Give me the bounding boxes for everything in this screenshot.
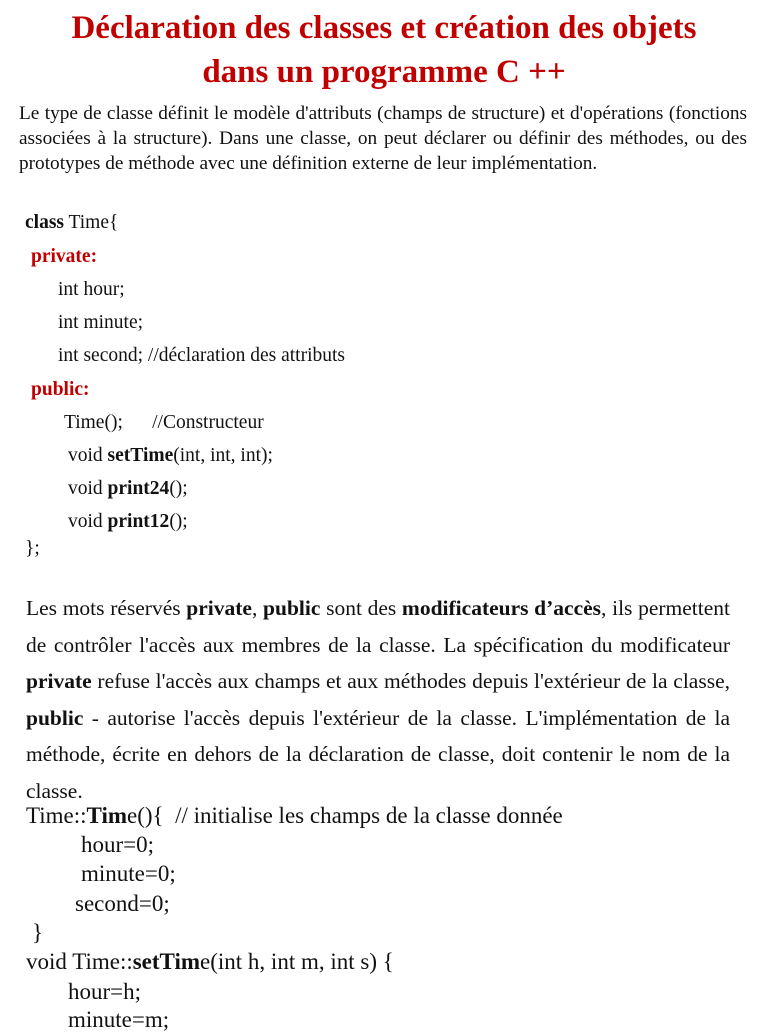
para-text: sont des	[320, 596, 402, 620]
print24-args: ();	[169, 478, 188, 499]
code-line-minute: int minute;	[58, 312, 144, 333]
code-line-close: };	[25, 538, 40, 559]
impl-line-hour-assign: hour=h;	[68, 979, 142, 1004]
class-keyword: class	[25, 212, 64, 233]
para-text: , ils permettent de contrôler l'accès aux membres de la classe. La spécification du modificateur	[26, 596, 731, 657]
para-text: refuse l'accès aux champs et aux méthodes depuis l'extérieur de la classe,	[91, 669, 730, 693]
impl-rest: e(){ // initialise les champs de la classe donnée	[127, 803, 563, 828]
impl-line-constructor	[26, 802, 563, 830]
code-line-hour: int hour;	[58, 279, 125, 300]
void-keyword: void	[68, 445, 108, 466]
para-bold-private: private	[26, 669, 92, 693]
impl-method-bold: setTim	[132, 949, 201, 974]
settime-args: (int, int, int);	[173, 445, 273, 466]
para-bold-private: private	[186, 596, 252, 620]
impl-line-settime	[26, 948, 394, 976]
para-bold-public: public	[263, 596, 321, 620]
print24-method: print24	[107, 478, 170, 499]
code-line-settime	[68, 444, 273, 468]
public-keyword: public:	[31, 379, 90, 400]
impl-line-minute: minute=0;	[81, 861, 176, 886]
access-modifiers-paragraph	[26, 590, 730, 809]
para-bold-modifiers: modificateurs d’accès	[401, 596, 602, 620]
code-line-print12	[68, 510, 188, 534]
impl-scope: void Time::	[26, 949, 133, 974]
title-line-2: dans un programme C ++	[202, 54, 566, 90]
impl-line-hour: hour=0;	[81, 832, 155, 857]
code-line-class	[25, 211, 118, 235]
impl-method-bold: Tim	[86, 803, 127, 828]
page-title	[0, 6, 768, 94]
settime-method: setTime	[107, 445, 174, 466]
impl-line-second: second=0;	[75, 891, 170, 916]
class-name: Time{	[64, 212, 119, 233]
para-text: Les mots réservés	[26, 596, 187, 620]
para-text: - autorise l'accès depuis l'extérieur de la classe. L'implémentation de la méthode, écrite en dehors de la déclaration de classe, doit contenir le nom de la classe.	[26, 705, 730, 803]
impl-rest: e(int h, int m, int s) {	[200, 949, 394, 974]
para-text: ,	[251, 596, 264, 620]
title-line-1: Déclaration des classes et création des objets	[71, 10, 697, 46]
code-line-constructor: Time(); //Constructeur	[64, 412, 264, 433]
print12-args: ();	[169, 511, 188, 532]
para-bold-public: public	[26, 705, 84, 730]
void-keyword: void	[68, 478, 108, 499]
print12-method: print12	[107, 511, 170, 532]
code-line-print24	[68, 477, 188, 501]
impl-line-close: }	[32, 920, 44, 945]
code-line-second: int second; //déclaration des attributs	[58, 345, 346, 366]
void-keyword: void	[68, 511, 108, 532]
impl-scope: Time::	[26, 803, 87, 828]
private-keyword: private:	[31, 246, 98, 267]
intro-paragraph: Le type de classe définit le modèle d'attributs (champs de structure) et d'opérations (fonctions associées à la structure). Dans une classe, on peut déclarer ou définir des méthodes, ou des prototypes de méthode avec une définition externe de leur implémentation.	[19, 103, 747, 174]
impl-line-minute-assign: minute=m;	[68, 1007, 170, 1032]
